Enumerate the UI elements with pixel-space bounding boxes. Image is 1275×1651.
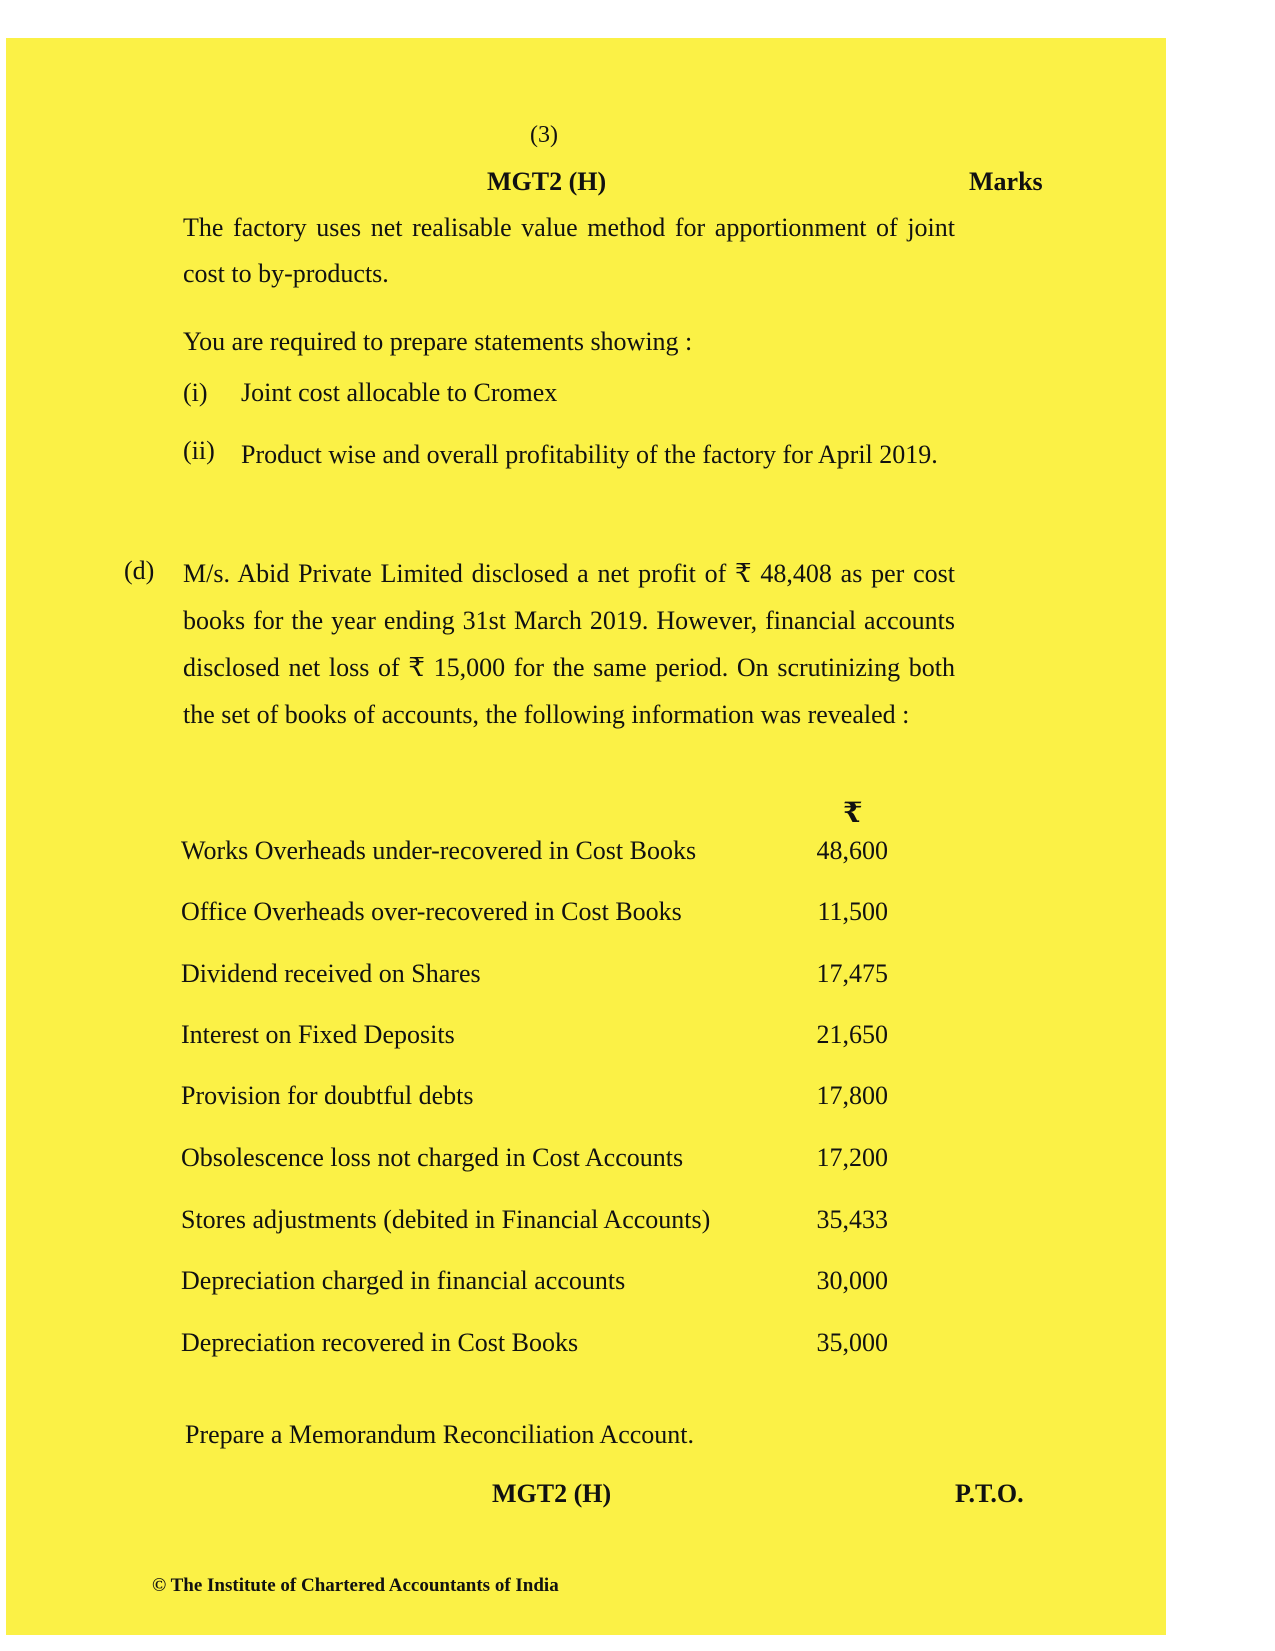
part-d-text: M/s. Abid Private Limited disclosed a net profit of ₹ 48,408 as per cost books for the year ending 31st March 2019. However, financial accounts disclosed net loss of ₹ 15,000 for the same period. On scrutinizing both the set of books of accounts, the following information was revealed : (183, 559, 955, 729)
list-item-label: Office Overheads over-recovered in Cost Books (181, 897, 682, 926)
paragraph-nrv-method: The factory uses net realisable value method for apportionment of joint cost to by-products. (183, 213, 955, 288)
please-turn-over: P.T.O. (955, 1479, 1024, 1508)
list-item-label: Depreciation charged in financial accounts (181, 1266, 626, 1295)
list-item-value: 17,200 (816, 1143, 888, 1172)
list-item-label: Dividend received on Shares (181, 959, 481, 988)
list-item-label: Depreciation recovered in Cost Books (181, 1328, 579, 1357)
page-number: (3) (530, 122, 558, 148)
marks-column-heading: Marks (969, 167, 1043, 196)
list-item-value: 17,800 (816, 1081, 888, 1110)
copyright-notice: © The Institute of Chartered Accountants of India (152, 1575, 559, 1596)
list-item-label: Obsolescence loss not charged in Cost Accounts (181, 1143, 684, 1172)
header-paper-code: MGT2 (H) (487, 167, 607, 196)
list-item-label: Stores adjustments (debited in Financial Accounts) (181, 1205, 711, 1234)
list-item-value: 30,000 (816, 1266, 888, 1295)
list-item-value: 48,600 (816, 836, 888, 865)
part-d-label: (d) (124, 556, 155, 585)
footer-paper-code: MGT2 (H) (492, 1479, 612, 1508)
list-item-value: 35,000 (816, 1328, 888, 1357)
requirement-ii-number: (ii) (183, 436, 215, 465)
list-item-label: Provision for doubtful debts (181, 1081, 474, 1110)
list-item-value: 35,433 (816, 1205, 888, 1234)
rupee-column-heading: ₹ (843, 798, 863, 829)
requirement-i-number: (i) (183, 378, 208, 407)
requirement-ii-text: Product wise and overall profitability of the factory for April 2019. (241, 440, 938, 469)
list-item-value: 21,650 (816, 1020, 888, 1049)
list-item-value: 17,475 (816, 959, 888, 988)
paragraph-required: You are required to prepare statements showing : (183, 327, 693, 356)
list-item-label: Works Overheads under-recovered in Cost Books (181, 836, 697, 865)
footer-instruction: Prepare a Memorandum Reconciliation Account. (185, 1420, 695, 1449)
requirement-i-text: Joint cost allocable to Cromex (241, 378, 558, 407)
list-item-label: Interest on Fixed Deposits (181, 1020, 455, 1049)
list-item-value: 11,500 (817, 897, 888, 926)
